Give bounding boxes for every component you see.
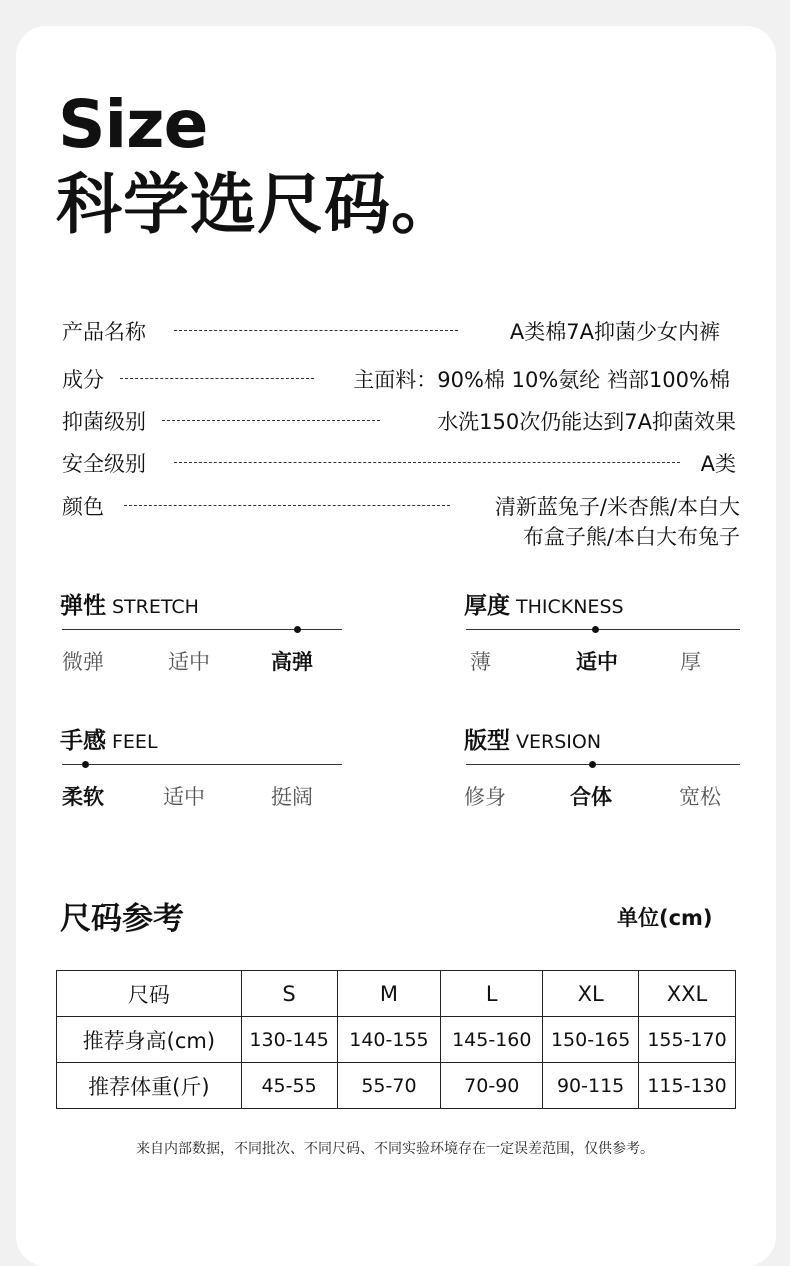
- stretch-option-selected: 高弹: [271, 650, 313, 674]
- size-table: [56, 970, 736, 1109]
- feel-scale-line: [62, 764, 342, 765]
- stretch-marker: [294, 626, 301, 633]
- info-row-product-name: [62, 316, 742, 346]
- table-row-label: 推荐体重(斤): [57, 1063, 242, 1109]
- feel-option: 适中: [163, 785, 205, 809]
- size-reference-heading: 尺码参考: [60, 901, 184, 937]
- table-row: [57, 1063, 736, 1109]
- dashed-divider: [120, 378, 314, 379]
- table-cell: 70-90: [441, 1063, 543, 1109]
- table-cell: 55-70: [337, 1063, 441, 1109]
- stretch-title-en: STRETCH: [112, 596, 199, 618]
- version-option: 宽松: [679, 785, 721, 809]
- thickness-option: 厚: [680, 650, 701, 674]
- info-label: 抑菌级别: [62, 410, 146, 434]
- title-chinese: 科学选尺码。: [56, 166, 458, 243]
- table-cell: 145-160: [441, 1017, 543, 1063]
- stretch-title-cn: 弹性: [60, 593, 106, 619]
- thickness-marker: [592, 626, 599, 633]
- stretch-option: 适中: [168, 650, 210, 674]
- stretch-option: 微弹: [62, 650, 104, 674]
- feel-title-cn: 手感: [60, 728, 106, 754]
- info-row-composition: [62, 364, 742, 394]
- thickness-title: [464, 587, 624, 620]
- version-title-en: VERSION: [516, 731, 602, 753]
- info-row-color: [62, 491, 742, 551]
- feel-option: 挺阔: [271, 785, 313, 809]
- info-value: A类棉7A抑菌少女内裤: [509, 320, 720, 344]
- info-value-line2: 布盒子熊/本白大布兔子: [522, 525, 740, 549]
- table-header-cell: M: [337, 971, 441, 1017]
- thickness-title-cn: 厚度: [464, 593, 510, 619]
- dashed-divider: [124, 505, 450, 506]
- info-label: 安全级别: [62, 452, 146, 476]
- table-cell: 150-165: [543, 1017, 639, 1063]
- table-row-label: 推荐身高(cm): [57, 1017, 242, 1063]
- disclaimer-note: 来自内部数据，不同批次、不同尺码、不同实验环境存在一定误差范围，仅供参考。: [136, 1141, 654, 1157]
- table-cell: 130-145: [241, 1017, 337, 1063]
- version-option: 修身: [464, 785, 506, 809]
- thickness-option: 薄: [470, 650, 491, 674]
- version-title-cn: 版型: [464, 728, 510, 754]
- info-row-safety-level: [62, 448, 742, 478]
- table-header-cell: L: [441, 971, 543, 1017]
- table-header-cell: XXL: [639, 971, 736, 1017]
- table-row: [57, 1017, 736, 1063]
- table-header-cell: 尺码: [57, 971, 242, 1017]
- table-cell: 140-155: [337, 1017, 441, 1063]
- version-marker: [589, 761, 596, 768]
- feel-marker: [82, 761, 89, 768]
- thickness-option-selected: 适中: [576, 650, 618, 674]
- version-title: [464, 722, 601, 755]
- table-cell: 90-115: [543, 1063, 639, 1109]
- stretch-title: [60, 587, 199, 620]
- info-label: 产品名称: [62, 320, 146, 344]
- table-header-cell: XL: [543, 971, 639, 1017]
- version-option-selected: 合体: [570, 785, 612, 809]
- title-english: Size: [58, 86, 208, 163]
- info-value: 主面料：90%棉 10%氨纶 裆部100%棉: [353, 368, 730, 392]
- table-cell: 45-55: [241, 1063, 337, 1109]
- feel-title: [60, 722, 158, 755]
- thickness-scale-line: [466, 629, 740, 630]
- info-label: 颜色: [62, 495, 104, 519]
- info-value: A类: [700, 452, 736, 476]
- table-header-cell: S: [241, 971, 337, 1017]
- info-value: 水洗150次仍能达到7A抑菌效果: [437, 410, 736, 434]
- table-cell: 115-130: [639, 1063, 736, 1109]
- feel-option-selected: 柔软: [62, 785, 104, 809]
- version-scale-line: [466, 764, 740, 765]
- unit-label: 单位(cm): [617, 906, 713, 930]
- info-value-line1: 清新蓝兔子/米杏熊/本白大: [494, 495, 740, 519]
- info-row-antibacterial-level: [62, 406, 742, 436]
- table-header-row: [57, 971, 736, 1017]
- dashed-divider: [174, 330, 458, 331]
- table-cell: 155-170: [639, 1017, 736, 1063]
- dashed-divider: [174, 462, 680, 463]
- info-label: 成分: [62, 368, 104, 392]
- feel-title-en: FEEL: [112, 731, 158, 753]
- thickness-title-en: THICKNESS: [516, 596, 624, 618]
- dashed-divider: [162, 420, 380, 421]
